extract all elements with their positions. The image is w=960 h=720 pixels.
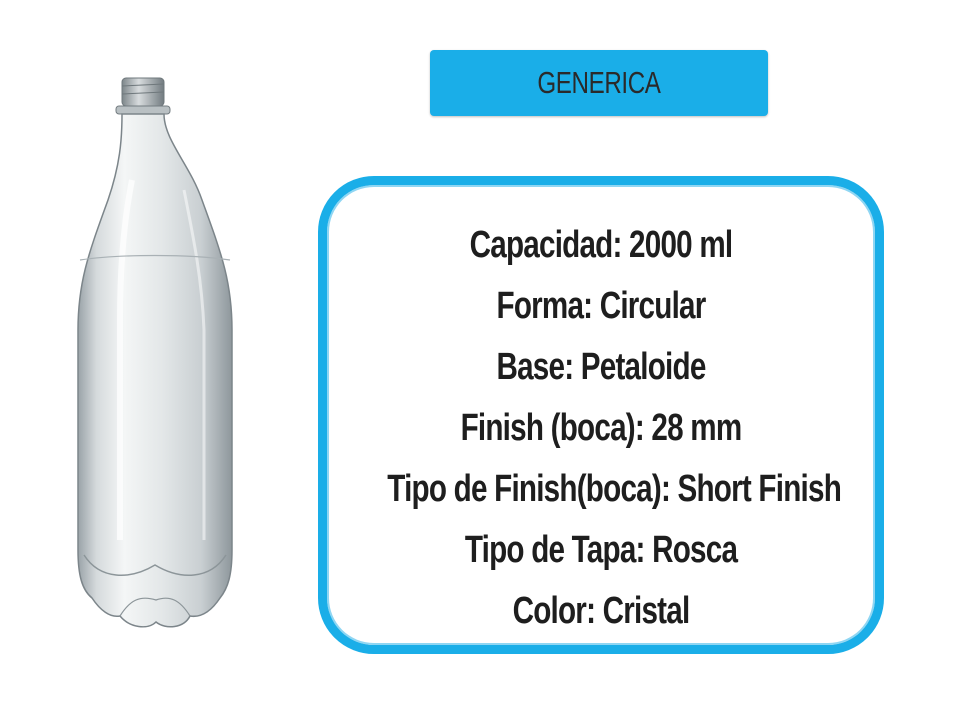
spec-list bbox=[327, 215, 875, 642]
page-title: GENERICA bbox=[537, 65, 661, 100]
spec-cap-type: Tipo de Tapa: Rosca bbox=[464, 529, 738, 571]
spec-color: Color: Cristal bbox=[512, 590, 690, 632]
spec-finish-type: Tipo de Finish(boca): Short Finish bbox=[387, 468, 842, 510]
title-banner bbox=[430, 50, 768, 116]
bottle-image bbox=[60, 70, 250, 630]
spec-finish: Finish (boca): 28 mm bbox=[460, 407, 742, 449]
spec-base: Base: Petaloide bbox=[496, 346, 706, 388]
spec-shape: Forma: Circular bbox=[496, 285, 706, 327]
spec-card bbox=[318, 176, 884, 654]
bottle-icon bbox=[60, 70, 250, 630]
spec-capacity: Capacidad: 2000 ml bbox=[469, 224, 733, 266]
